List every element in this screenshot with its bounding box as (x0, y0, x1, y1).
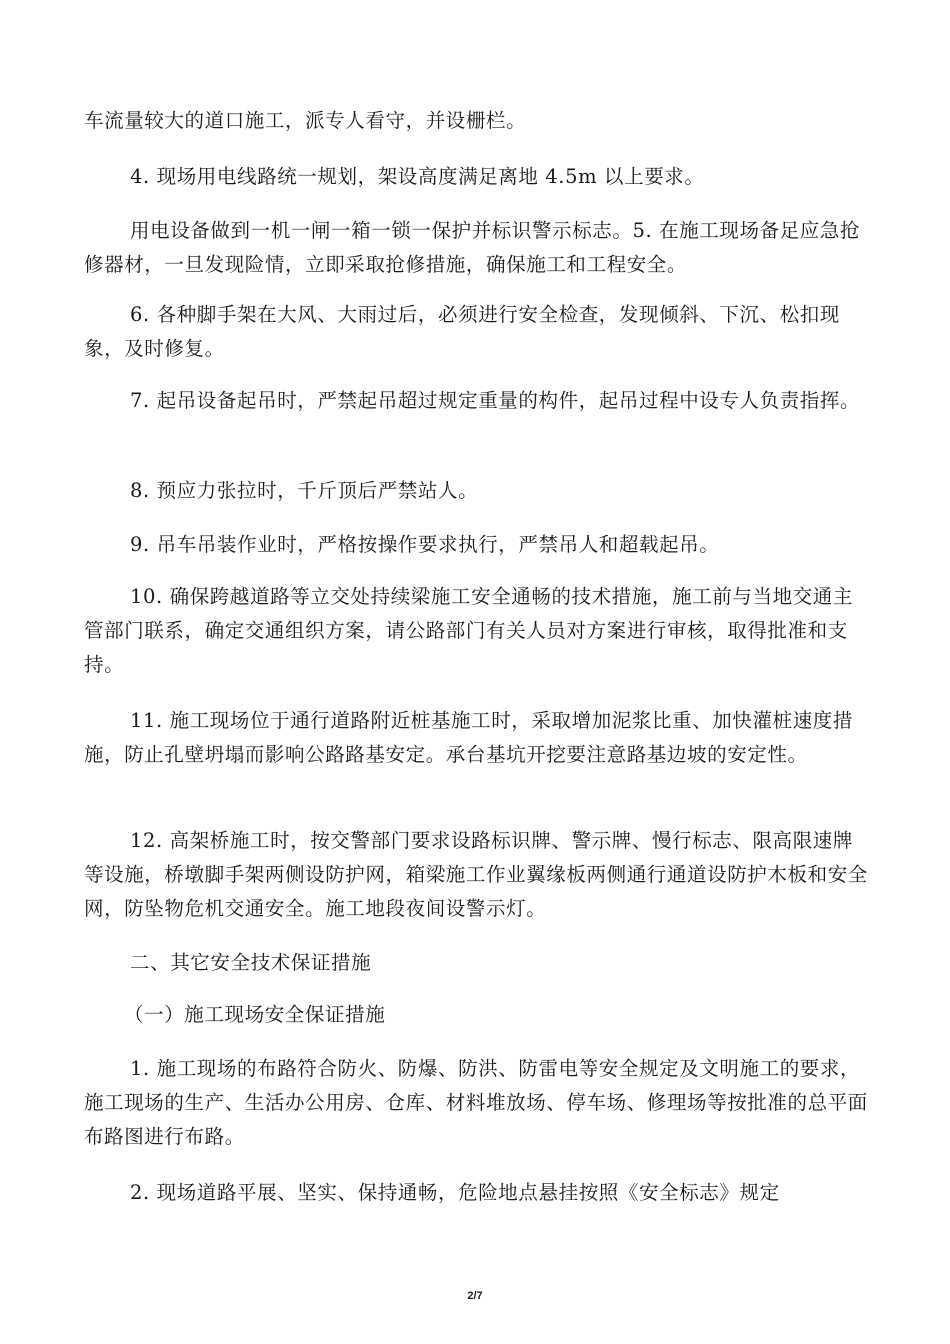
paragraph-continuation: 车流量较大的道口施工，派专人看守，并设栅栏。 (84, 109, 527, 132)
paragraph-item-11: 11. 施工现场位于通行道路附近桩基施工时，采取增加泥浆比重、加快灌桩速度措施，防止孔壁坍塌而影响公路路基安定。承台基坑开挖要注意路基边坡的安定性。 (84, 709, 854, 766)
paragraph-item-8: 8. 预应力张拉时，千斤顶后严禁站人。 (130, 479, 479, 502)
page-number: 2/7 (467, 1290, 483, 1302)
paragraph-item-7: 7. 起吊设备起吊时，严禁起吊超过规定重量的构件，起吊过程中设专人负责指挥。 (130, 389, 861, 412)
paragraph-sub-item-2: 2. 现场道路平展、坚实、保持通畅，危险地点悬挂按照《安全标志》规定 (130, 1181, 780, 1204)
paragraph-item-12: 12. 高架桥施工时，按交警部门要求设路标识牌、警示牌、慢行标志、限高限速牌等设施，桥墩脚手架两侧设防护网，箱梁施工作业翼缘板两侧通行通道设防护木板和安全网，防坠物危机交通安全。施工地段夜间设警示灯。 (84, 829, 868, 920)
paragraph-item-4: 4. 现场用电线路统一规划，架设高度满足离地 4.5m 以上要求。 (130, 165, 705, 188)
paragraph-item-5: 用电设备做到一机一闸一箱一锁一保护并标识警示标志。5. 在施工现场备足应急抢修器材，一旦发现险情，立即采取抢修措施，确保施工和工程安全。 (84, 219, 861, 276)
paragraph-item-9: 9. 吊车吊装作业时，严格按操作要求执行，严禁吊人和超载起吊。 (130, 533, 720, 556)
section-heading: 二、其它安全技术保证措施 (130, 951, 372, 974)
paragraph-item-10: 10. 确保跨越道路等立交处持续梁施工安全通畅的技术措施，施工前与当地交通主管部门联系，确定交通组织方案，请公路部门有关人员对方案进行审核，取得批准和支持。 (84, 585, 854, 676)
paragraph-sub-item-1: 1. 施工现场的布路符合防火、防爆、防洪、防雷电等安全规定及文明施工的要求，施工现场的生产、生活办公用房、仓库、材料堆放场、停车场、修理场等按批准的总平面布路图进行布路。 (84, 1057, 868, 1148)
paragraph-item-6: 6. 各种脚手架在大风、大雨过后，必须进行安全检查，发现倾斜、下沉、松扣现象，及时修复。 (84, 303, 841, 360)
subsection-heading: （一）施工现场安全保证措施 (124, 1003, 386, 1026)
